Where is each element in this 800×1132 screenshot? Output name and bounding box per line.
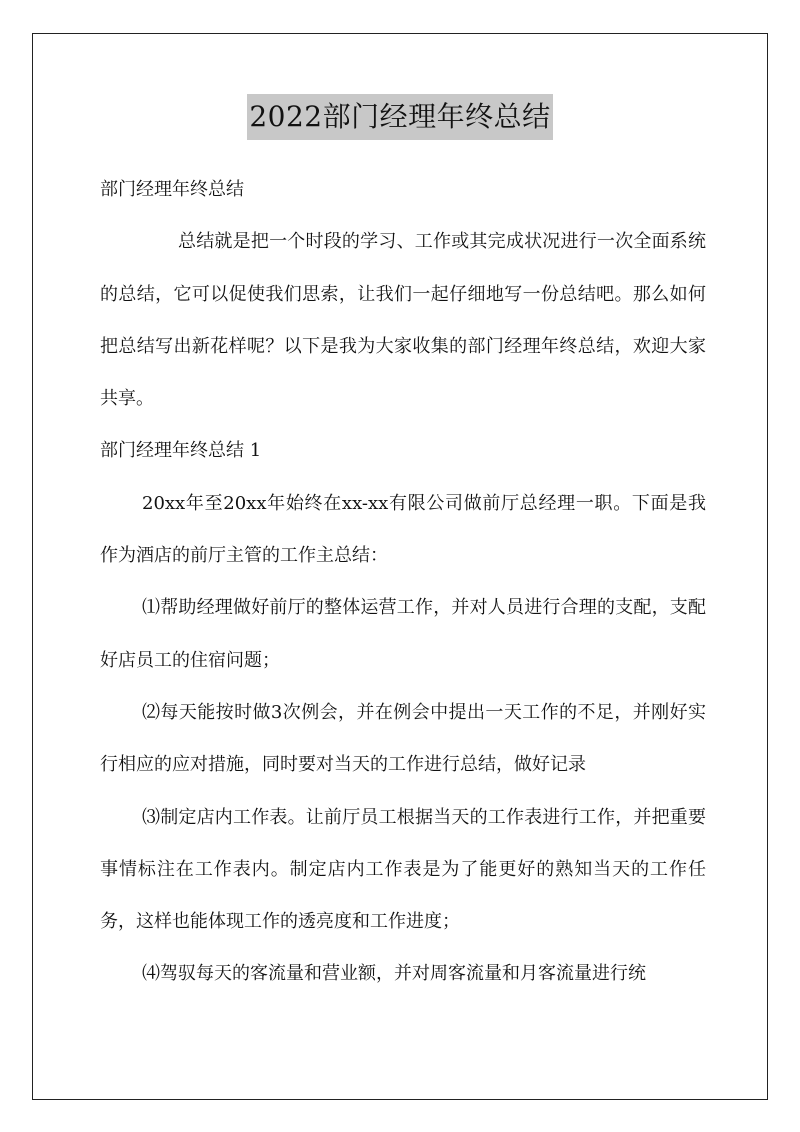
- section-heading-1: 部门经理年终总结 1: [100, 440, 262, 462]
- list-item-2: ⑵每天能按时做3次例会，并在例会中提出一天工作的不足，并刚好实行相应的应对措施，同时要对当天的工作进行总结，做好记录: [100, 701, 706, 776]
- document-body: [100, 164, 706, 1001]
- list-item-4: ⑷驾驭每天的客流量和营业额，并对周客流量和月客流量进行统: [142, 963, 646, 985]
- title-container: [0, 94, 800, 140]
- intro-paragraph: 总结就是把一个时段的学习、工作或其完成状况进行一次全面系统的总结，它可以促使我们思索，让我们一起仔细地写一份总结吧。那么如何把总结写出新花样呢？以下是我为大家收集的部门经理年终总结，欢迎大家共享。: [100, 231, 706, 410]
- list-item-3: ⑶制定店内工作表。让前厅员工根据当天的工作表进行工作，并把重要事情标注在工作表内。制定店内工作表是为了能更好的熟知当天的工作任务，这样也能体现工作的透亮度和工作进度；: [100, 806, 706, 933]
- list-item-1: ⑴帮助经理做好前厅的整体运营工作，并对人员进行合理的支配，支配好店员工的住宿问题；: [100, 597, 706, 671]
- body-paragraph: 20xx年至20xx年始终在xx-xx有限公司做前厅总经理一职。下面是我作为酒店的前厅主管的工作主总结：: [100, 492, 706, 567]
- section-heading: 部门经理年终总结: [100, 179, 244, 200]
- document-title: 2022部门经理年终总结: [247, 94, 552, 140]
